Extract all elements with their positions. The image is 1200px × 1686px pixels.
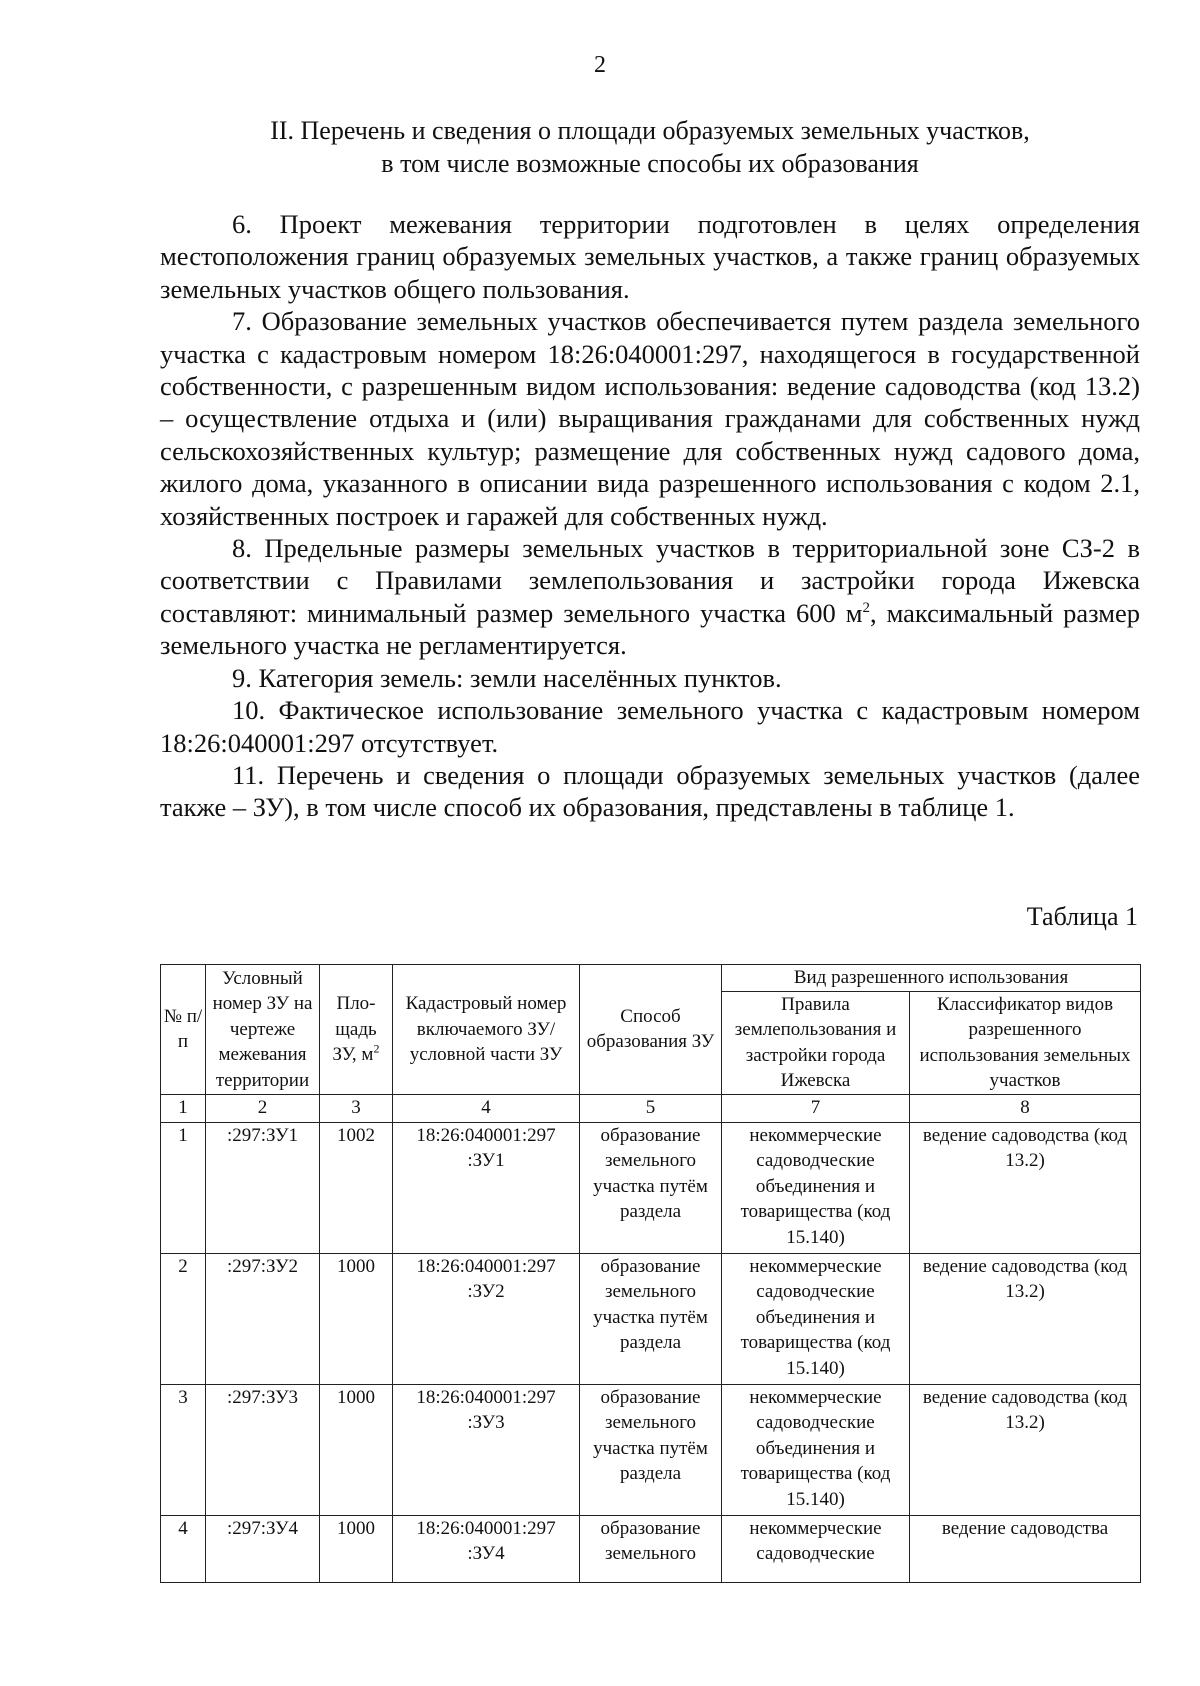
superscript: 2 <box>862 600 870 617</box>
cell-method: образование земельного участка путём раздела <box>580 1122 722 1253</box>
section-title <box>160 114 1140 180</box>
cell-classifier: ведение садоводства (код 13.2) <box>910 1122 1141 1253</box>
cadastral-suffix: :ЗУ2 <box>467 1281 505 1302</box>
cadastral-base: 18:26:040001:297 <box>416 1124 556 1146</box>
header-method: Способ образования ЗУ <box>580 965 722 1095</box>
cadastral-suffix: :ЗУ3 <box>467 1412 505 1433</box>
cell-rules: некоммерческие садоводческие объединения и товарищества (код 15.140) <box>722 1253 910 1384</box>
cell-area: 1000 <box>320 1384 393 1515</box>
header-conditional-number: Условный номер ЗУ на чертеже межевания территории <box>206 965 320 1095</box>
paragraph-8-text: 8. Предельные размеры земельных участков в территориальной зоне СЗ-2 в соответствии с Правилами землепользования и застройки города Ижевска составляют: минимальный размер земельного участка 600 м <box>160 533 1140 628</box>
paragraph-9: 9. Категория земель: земли населённых пунктов. <box>232 662 782 693</box>
body-text <box>160 208 1140 824</box>
table-caption: Таблица 1 <box>1026 902 1138 931</box>
cell-area: 1000 <box>320 1515 393 1582</box>
cell-cadastral-number <box>393 1515 580 1582</box>
table-row <box>161 1384 1141 1515</box>
cell-rules: некоммерческие садоводческие объединения и товарищества (код 15.140) <box>722 1122 910 1253</box>
header-area-text: Пло-щадь ЗУ, м <box>332 993 377 1065</box>
column-number: 3 <box>320 1094 393 1122</box>
header-area <box>320 965 393 1095</box>
paragraph-6: 6. Проект межевания территории подготовлен в целях определения местоположения границ образуемых земельных участков, а также границ образуемых земельных участков общего пользования. <box>160 209 1140 304</box>
paragraph-11: 11. Перечень и сведения о площади образуемых земельных участков (далее также – ЗУ), в том числе способ их образования, представлены в таблице 1. <box>160 759 1140 823</box>
column-number: 7 <box>722 1094 910 1122</box>
cell-conditional-number: :297:ЗУ4 <box>206 1515 320 1582</box>
cell-conditional-number: :297:ЗУ3 <box>206 1384 320 1515</box>
header-num: № п/п <box>161 965 206 1095</box>
paragraph-8-text-end: , максимальный размер земельного участка не регламентируется. <box>160 597 1140 661</box>
cell-method: образование земельного участка путём раздела <box>580 1384 722 1515</box>
cell-conditional-number: :297:ЗУ2 <box>206 1253 320 1384</box>
superscript: 2 <box>373 1041 380 1056</box>
cell-cadastral-number <box>393 1384 580 1515</box>
section-title-line-1: II. Перечень и сведения о площади образуемых земельных участков, <box>270 116 1030 145</box>
cell-num: 1 <box>161 1122 206 1253</box>
cell-num: 3 <box>161 1384 206 1515</box>
cadastral-base: 18:26:040001:297 <box>416 1517 556 1539</box>
header-cadastral-number: Кадастровый номер включаемого ЗУ/условной части ЗУ <box>393 965 580 1095</box>
cell-cadastral-number <box>393 1122 580 1253</box>
cell-conditional-number: :297:ЗУ1 <box>206 1122 320 1253</box>
cadastral-suffix: :ЗУ1 <box>467 1150 505 1171</box>
cell-num: 4 <box>161 1515 206 1582</box>
cadastral-base: 18:26:040001:297 <box>416 1386 556 1408</box>
section-title-line-2: в том числе возможные способы их образования <box>381 149 919 178</box>
page-number: 2 <box>594 52 606 78</box>
header-rules: Правила землепользования и застройки города Ижевска <box>722 991 910 1094</box>
cell-rules: некоммерческие садоводческие <box>722 1515 910 1582</box>
cell-method: образование земельного участка путём раздела <box>580 1253 722 1384</box>
cell-method: образование земельного <box>580 1515 722 1582</box>
cadastral-suffix: :ЗУ4 <box>467 1543 505 1564</box>
table-row <box>161 1122 1141 1253</box>
cell-rules: некоммерческие садоводческие объединения и товарищества (код 15.140) <box>722 1384 910 1515</box>
header-classifier: Классификатор видов разрешенного использования земельных участков <box>910 991 1141 1094</box>
table-row <box>161 1253 1141 1384</box>
cell-area: 1002 <box>320 1122 393 1253</box>
table-row <box>161 1515 1141 1582</box>
column-number: 2 <box>206 1094 320 1122</box>
paragraph-8 <box>160 532 1140 662</box>
cell-area: 1000 <box>320 1253 393 1384</box>
column-number-row <box>161 1094 1141 1122</box>
column-number: 8 <box>910 1094 1141 1122</box>
land-plots-table <box>160 964 1141 1583</box>
paragraph-7: 7. Образование земельных участков обеспечивается путем раздела земельного участка с кадастровым номером 18:26:040001:297, находящегося в государственной собственности, с разрешенным видом использования: ведение садоводства (код 13.2) – осуществление отдыха и (или) выращивания гражданами для собственных нужд сельскохозяйственных культур; размещение для собственных нужд садового дома, жилого дома, указанного в описании вида разрешенного использования с кодом 2.1, хозяйственных построек и гаражей для собственных нужд. <box>160 306 1140 531</box>
cadastral-base: 18:26:040001:297 <box>416 1255 556 1277</box>
cell-classifier: ведение садоводства (код 13.2) <box>910 1253 1141 1384</box>
column-number: 1 <box>161 1094 206 1122</box>
cell-classifier: ведение садоводства (код 13.2) <box>910 1384 1141 1515</box>
cell-cadastral-number <box>393 1253 580 1384</box>
cell-num: 2 <box>161 1253 206 1384</box>
paragraph-10: 10. Фактическое использование земельного участка с кадастровым номером 18:26:040001:297 отсутствует. <box>160 695 1140 758</box>
column-number: 4 <box>393 1094 580 1122</box>
cell-classifier: ведение садоводства <box>910 1515 1141 1582</box>
column-number: 5 <box>580 1094 722 1122</box>
header-permitted-use: Вид разрешенного использования <box>722 965 1141 992</box>
